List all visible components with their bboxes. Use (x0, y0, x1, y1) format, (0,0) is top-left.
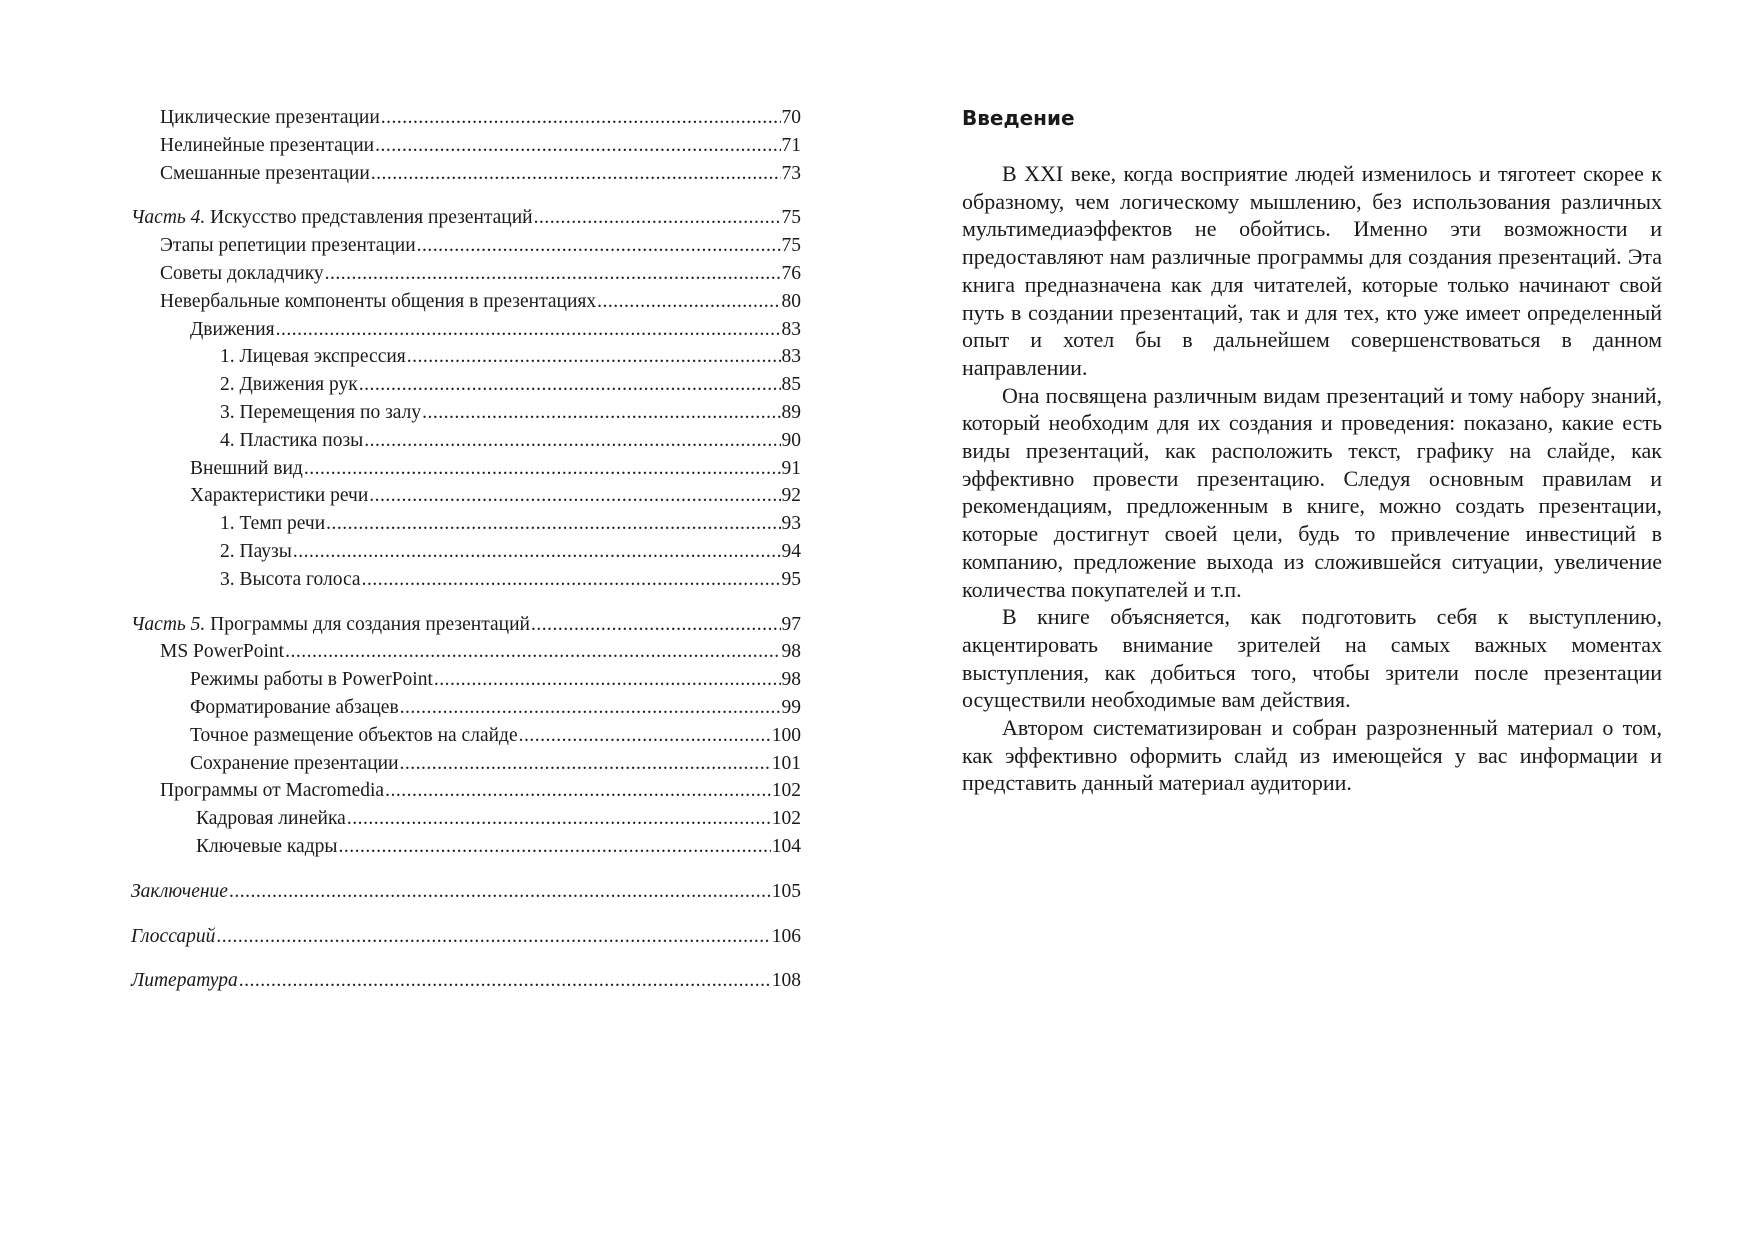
toc-entry (131, 104, 801, 132)
toc-leader-dots (325, 260, 781, 288)
toc-entry-title: MS PowerPoint (160, 641, 285, 663)
intro-paragraph: Автором систематизирован и собран разрозненный материал о том, как эффективно оформить слайд из имеющейся у вас информации и представить данный материал аудитории. (962, 715, 1662, 796)
toc-entry-page: 106 (771, 925, 801, 947)
toc-leader-dots (293, 538, 781, 566)
toc-entry (131, 232, 801, 260)
toc-leader-dots (369, 482, 780, 510)
toc-entry (131, 777, 801, 805)
toc-entry-page: 98 (781, 669, 801, 691)
toc-leader-dots (359, 371, 781, 399)
toc-leader-dots (285, 638, 780, 666)
toc-entry-page: 89 (781, 401, 801, 423)
toc-part-title: Программы для создания презентаций (210, 613, 530, 635)
toc-entry-page: 91 (781, 457, 801, 479)
introduction-section (962, 104, 1662, 797)
toc-leader-dots (375, 132, 780, 160)
toc-entry (131, 833, 801, 861)
toc-entry-page: 90 (781, 429, 801, 451)
toc-entry-title: Режимы работы в PowerPoint (190, 669, 433, 691)
toc-leader-dots (434, 666, 781, 694)
toc-leader-dots (216, 923, 770, 951)
toc-entry-page: 80 (781, 290, 801, 312)
toc-entry-title: 1. Лицевая экспрессия (220, 346, 406, 368)
toc-entry (131, 482, 801, 510)
toc-entry-title: Невербальные компоненты общения в презентациях (160, 290, 597, 312)
toc-entry-page: 83 (781, 346, 801, 368)
toc-part-label: Часть 4. (131, 207, 206, 229)
toc-entry-title: Движения (190, 318, 275, 340)
section-heading: Введение (962, 106, 1075, 130)
toc-entry-page: 75 (781, 207, 801, 229)
toc-entry-title (131, 611, 530, 639)
toc-entry (131, 316, 801, 344)
toc-entry (131, 427, 801, 455)
toc-entry-literature (131, 967, 801, 995)
toc-entry (131, 510, 801, 538)
toc-entry-title: Литература (131, 970, 238, 992)
toc-entry-page: 108 (771, 970, 801, 992)
toc-entry-page: 102 (771, 780, 801, 802)
toc-entry (131, 288, 801, 316)
toc-entry (131, 538, 801, 566)
toc-leader-dots (371, 160, 781, 188)
toc-entry (131, 805, 801, 833)
toc-leader-dots (422, 399, 780, 427)
table-of-contents (131, 104, 801, 995)
toc-entry-title: Смешанные презентации (160, 162, 370, 184)
toc-entry (131, 455, 801, 483)
toc-entry-title: 1. Темп речи (220, 513, 326, 535)
toc-entry-page: 105 (771, 880, 801, 902)
toc-leader-dots (534, 204, 781, 232)
toc-leader-dots (229, 878, 771, 906)
toc-leader-dots (347, 805, 771, 833)
toc-entry (131, 750, 801, 778)
toc-part-title: Искусство представления презентаций (210, 207, 533, 229)
toc-entry-title: Советы докладчику (160, 262, 324, 284)
toc-entry-title: Этапы репетиции презентации (160, 235, 416, 257)
toc-entry-page: 94 (781, 540, 801, 562)
toc-entry-page: 83 (781, 318, 801, 340)
toc-entry-page: 104 (771, 835, 801, 857)
toc-leader-dots (276, 316, 781, 344)
toc-entry-page: 85 (781, 374, 801, 396)
toc-entry-title: Программы от Macromedia (160, 780, 385, 802)
toc-entry-page: 71 (781, 134, 801, 156)
left-page (0, 0, 877, 1240)
toc-entry-page: 100 (771, 724, 801, 746)
toc-leader-dots (364, 427, 780, 455)
toc-entry-title: Точное размещение объектов на слайде (190, 724, 518, 746)
toc-leader-dots (362, 566, 781, 594)
toc-leader-dots (417, 232, 781, 260)
toc-leader-dots (381, 104, 781, 132)
toc-entry-page: 95 (781, 568, 801, 590)
toc-entry-conclusion (131, 878, 801, 906)
toc-entry-title: 2. Паузы (220, 540, 292, 562)
toc-entry-page: 101 (771, 752, 801, 774)
toc-entry (131, 722, 801, 750)
toc-entry-page: 70 (781, 107, 801, 128)
toc-leader-dots (338, 833, 770, 861)
toc-entry-page: 99 (781, 696, 801, 718)
toc-entry-title (131, 204, 533, 232)
toc-entry-page: 92 (781, 485, 801, 507)
intro-paragraph: В книге объясняется, как подготовить себя к выступлению, акцентировать внимание зрителей на самых важных моментах выступления, как добиться того, чтобы зрители после презентации осуществили необходимые вам действия. (962, 604, 1662, 713)
toc-entry-title: Внешний вид (190, 457, 303, 479)
toc-entry-title: Циклические презентации (160, 107, 380, 128)
toc-part-label: Часть 5. (131, 613, 206, 635)
intro-paragraph: В XXI веке, когда восприятие людей изменилось и тяготеет скорее к образному, чем логическому мышлению, без использования различных мультимедиаэффектов не обойтись. Именно эти возможности и предоставляют нам различные программы для создания презентаций. Эта книга предназначена как для читателей, которые только начинают свой путь в создании презентаций, так и для тех, кто уже имеет определенный опыт и хотел бы в дальнейшем совершенствоваться в данном направлении. (962, 161, 1662, 380)
toc-leader-dots (531, 611, 781, 639)
toc-entry-title: Форматирование абзацев (190, 696, 399, 718)
toc-entry (131, 371, 801, 399)
toc-entry-title: Ключевые кадры (196, 835, 338, 857)
toc-entry-page: 93 (781, 513, 801, 535)
toc-leader-dots (519, 722, 771, 750)
toc-leader-dots (597, 288, 780, 316)
toc-entry-page: 97 (781, 613, 801, 635)
toc-entry-page: 73 (781, 162, 801, 184)
toc-leader-dots (400, 750, 771, 778)
toc-entry-title: Кадровая линейка (196, 808, 346, 830)
toc-leader-dots (239, 967, 771, 995)
toc-part-heading (131, 204, 801, 232)
toc-entry (131, 694, 801, 722)
intro-paragraph: Она посвящена различным видам презентаций и тому набору знаний, который необходим для их создания и проведения: показано, какие есть виды презентаций, как расположить текст, графику на слайде, как эффективно провести презентацию. Следуя основным правилам и рекомендациям, предложенным в книге, можно создать презентации, которые достигнут своей цели, будь то привлечение инвестиций в компанию, предложение выхода из сложившейся ситуации, увеличение количества покупателей и т.п. (962, 382, 1662, 602)
toc-entry-title: 3. Высота голоса (220, 568, 361, 590)
toc-entry (131, 160, 801, 188)
toc-part-heading (131, 611, 801, 639)
toc-entry-title: Характеристики речи (190, 485, 369, 507)
toc-entry (131, 566, 801, 594)
toc-entry-title: 3. Перемещения по залу (220, 401, 422, 423)
toc-entry-page: 98 (781, 641, 801, 663)
toc-entry-page: 75 (781, 235, 801, 257)
toc-entry-page: 76 (781, 262, 801, 284)
toc-entry-title: Заключение (131, 880, 228, 902)
toc-entry-page: 102 (771, 808, 801, 830)
toc-entry (131, 399, 801, 427)
toc-entry-title: Сохранение презентации (190, 752, 399, 774)
toc-entry (131, 260, 801, 288)
toc-entry (131, 343, 801, 371)
toc-entry-glossary (131, 923, 801, 951)
toc-entry (131, 666, 801, 694)
toc-leader-dots (385, 777, 771, 805)
toc-leader-dots (400, 694, 781, 722)
toc-entry-title: Нелинейные презентации (160, 134, 375, 156)
toc-leader-dots (407, 343, 781, 371)
toc-leader-dots (304, 455, 781, 483)
toc-entry (131, 638, 801, 666)
toc-leader-dots (326, 510, 780, 538)
toc-entry-title: 2. Движения рук (220, 374, 358, 396)
toc-entry-title: 4. Пластика позы (220, 429, 364, 451)
toc-entry-title: Глоссарий (131, 925, 216, 947)
toc-entry (131, 132, 801, 160)
right-page (877, 0, 1755, 1240)
